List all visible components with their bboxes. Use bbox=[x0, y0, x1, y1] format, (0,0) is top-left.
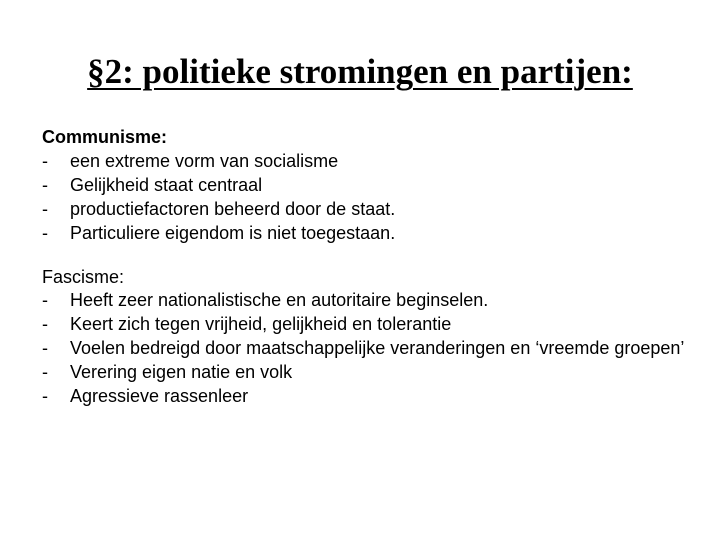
list-item bbox=[42, 173, 702, 197]
communisme-section bbox=[42, 125, 702, 245]
list-item-text: een extreme vorm van socialisme bbox=[70, 151, 339, 171]
bullet-dash: - bbox=[42, 386, 48, 406]
bullet-dash: - bbox=[42, 199, 48, 219]
list-item bbox=[42, 337, 702, 359]
list-item bbox=[42, 361, 702, 383]
list-item bbox=[42, 385, 702, 407]
bullet-dash: - bbox=[42, 223, 48, 243]
list-item-text: Keert zich tegen vrijheid, gelijkheid en tolerantie bbox=[70, 314, 452, 334]
list-item bbox=[42, 221, 702, 245]
fascisme-heading: Fascisme: bbox=[42, 267, 125, 287]
list-item bbox=[42, 197, 702, 221]
bullet-dash: - bbox=[42, 175, 48, 195]
bullet-dash: - bbox=[42, 362, 48, 382]
list-item-text: Verering eigen natie en volk bbox=[70, 362, 293, 382]
communisme-heading: Communisme: bbox=[42, 127, 168, 147]
bullet-dash: - bbox=[42, 151, 48, 171]
bullet-dash: - bbox=[42, 290, 48, 310]
list-item-text: Gelijkheid staat centraal bbox=[70, 175, 263, 195]
bullet-dash: - bbox=[42, 314, 48, 334]
list-item-text: Particuliere eigendom is niet toegestaan. bbox=[70, 223, 396, 243]
list-item bbox=[42, 313, 702, 335]
list-item-text: Agressieve rassenleer bbox=[70, 386, 249, 406]
list-item bbox=[42, 149, 702, 173]
list-item-text: productiefactoren beheerd door de staat. bbox=[70, 199, 396, 219]
slide-title: §2: politieke stromingen en partijen: bbox=[87, 52, 633, 91]
list-item bbox=[42, 289, 702, 311]
communisme-list bbox=[42, 149, 702, 245]
list-item-text: Voelen bedreigd door maatschappelijke veranderingen en ‘vreemde groepen’ bbox=[70, 338, 685, 358]
fascisme-section bbox=[42, 265, 702, 409]
fascisme-list bbox=[42, 289, 702, 407]
list-item-text: Heeft zeer nationalistische en autoritaire beginselen. bbox=[70, 290, 489, 310]
bullet-dash: - bbox=[42, 338, 48, 358]
